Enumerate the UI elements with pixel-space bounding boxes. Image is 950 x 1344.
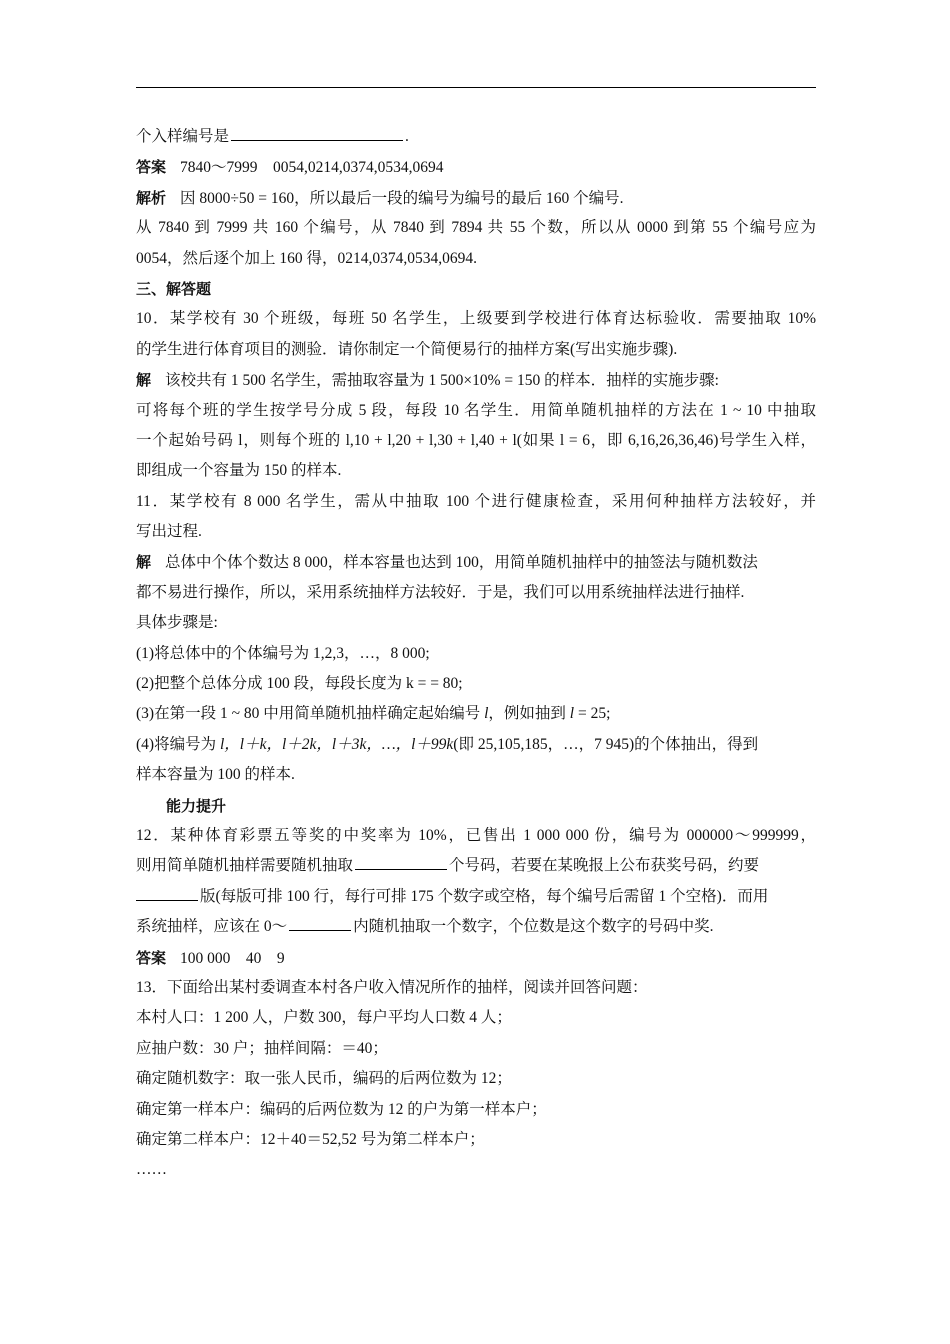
question-11-line: 11．某学校有 8 000 名学生，需从中抽取 100 个进行健康检查，采用何种抽样方法较好，并 [136, 492, 816, 510]
answer-9 [136, 152, 816, 182]
math-var: l [569, 705, 575, 723]
analysis-line: 从 7840 到 7999 共 160 个编号，从 7840 到 7894 共 55 个数，所以从 0000 到第 55 个编号应为 [136, 219, 816, 237]
analysis-text: 因 8000÷50 = 160，所以最后一段的编号为编号的最后 160 个编号. [180, 189, 624, 207]
text: (即 25,105,185，…，7 945)的个体抽出，得到 [453, 735, 759, 753]
answer-text: 7840～7999 0054,0214,0374,0534,0694 [180, 159, 444, 177]
math-expression: l，l＋k，l＋2k，l＋3k，…，l＋99k [219, 735, 454, 753]
case-line: 本村人口：1 200 人，户数 300，每户平均人口数 4 人； [136, 1009, 512, 1027]
solution-text: 该校共有 1 500 名学生，需抽取容量为 1 500×10% = 150 的样本．抽样的实施步骤: [165, 372, 719, 390]
step-4-cont: 样本容量为 100 的样本. [136, 766, 295, 784]
solution-text: 总体中个体个数达 8 000，样本容量也达到 100，用简单随机抽样中的抽签法与随机数法 [165, 554, 758, 572]
question-12-line [136, 882, 816, 912]
solution-line: 具体步骤是: [136, 614, 218, 632]
step-4 [136, 730, 816, 760]
answer-label: 答案 [136, 158, 167, 177]
solution-line: 即组成一个容量为 150 的样本. [136, 462, 342, 480]
analysis-line: 0054，然后逐个加上 160 得，0214,0374,0534,0694. [136, 249, 478, 267]
math-var: l [484, 705, 489, 723]
case-line: 应抽户数：30 户；抽样间隔：＝40； [136, 1039, 388, 1057]
step-2: (2)把整个总体分成 100 段，每段长度为 k = = 80; [136, 675, 463, 693]
step-1: (1)将总体中的个体编号为 1,2,3，…，8 000; [136, 644, 430, 662]
case-line: 确定随机数字：取一张人民币，编码的后两位数为 12； [136, 1070, 512, 1088]
text: (4)将编号为 [136, 735, 220, 753]
question-11-line: 写出过程. [136, 523, 202, 541]
solution-11 [136, 547, 816, 577]
question-12-line: 12．某种体育彩票五等奖的中奖率为 10%，已售出 1 000 000 份，编号为 000000～999999， [136, 826, 816, 844]
answer-blank [136, 883, 198, 901]
solution-10 [136, 365, 816, 395]
text: 版(每版可排 100 行，每行可排 175 个数字或空格，每个编号后需留 1 个空格)．而用 [200, 887, 769, 905]
question-12-line [136, 912, 816, 942]
analysis-9 [136, 183, 816, 213]
solution-label: 解 [136, 553, 152, 572]
section-heading: 能力提升 [166, 796, 227, 815]
header-rule [136, 87, 816, 88]
solution-label: 解 [136, 371, 152, 390]
document-body [136, 122, 816, 1186]
section-heading: 三、解答题 [136, 279, 212, 298]
question-10-line: 10．某学校有 30 个班级，每班 50 名学生，上级要到学校进行体育达标验收．需要抽取 10% [136, 310, 816, 328]
line-q9-tail [136, 122, 816, 152]
analysis-label: 解析 [136, 188, 167, 207]
answer-12 [136, 943, 816, 973]
question-12-line [136, 851, 816, 881]
text: 个号码，若要在某晚报上公布获奖号码，约要 [449, 857, 760, 875]
case-line: 确定第一样本户：编码的后两位数为 12 的户为第一样本户； [136, 1100, 547, 1118]
answer-text: 100 000 40 9 [180, 949, 285, 967]
text: (3)在第一段 1 ~ 80 中用简单随机抽样确定起始编号 [136, 705, 485, 723]
ellipsis: …… [136, 1161, 167, 1179]
text: 则用简单随机抽样需要随机抽取 [136, 857, 354, 875]
text: 系统抽样，应该在 0～ [136, 918, 288, 936]
step-3 [136, 699, 816, 729]
text: . [405, 128, 409, 145]
answer-blank [289, 913, 351, 931]
text: = 25; [574, 705, 611, 723]
text: 内随机抽取一个数字，个位数是这个数字的号码中奖. [353, 918, 714, 936]
question-10-line: 的学生进行体育项目的测验．请你制定一个简便易行的抽样方案(写出实施步骤). [136, 340, 678, 358]
case-line: 确定第二样本户：12＋40＝52,52 号为第二样本户； [136, 1130, 485, 1148]
answer-label: 答案 [136, 948, 167, 967]
answer-blank [231, 123, 403, 141]
solution-line: 可将每个班的学生按学号分成 5 段，每段 10 名学生．用简单随机抽样的方法在 1 ~ 10 中抽取 [136, 401, 816, 419]
text: ，例如抽到 [488, 705, 570, 723]
answer-blank [355, 852, 447, 870]
text: 个入样编号是 [136, 128, 230, 145]
solution-line: 一个起始号码 l，则每个班的 l,10 + l,20 + l,30 + l,40 + l(如果 l = 6，即 6,16,26,36,46)号学生入样， [136, 431, 816, 449]
solution-line: 都不易进行操作，所以，采用系统抽样方法较好．于是，我们可以用系统抽样法进行抽样. [136, 583, 745, 601]
question-13: 13．下面给出某村委调查本村各户收入情况所作的抽样，阅读并回答问题： [136, 978, 648, 996]
